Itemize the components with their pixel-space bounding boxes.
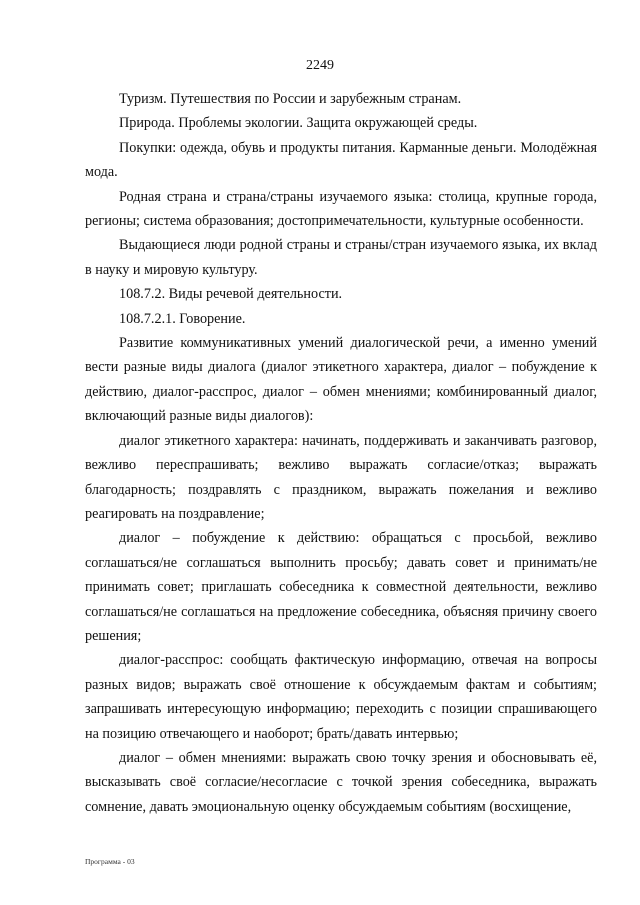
page-number: 2249 (306, 58, 334, 73)
paragraph-tourism: Туризм. Путешествия по России и зарубежным странам. (119, 91, 462, 107)
paragraph-inquiry-dialogue: диалог-расспрос: сообщать фактическую информацию, отвечая на вопросы разных видов; выражать своё отношение к обсуждаемым фактам и событиям; запрашивать интересующую информацию; переходить с позиции спрашивающего на позицию отвечающего и наоборот; брать/давать интервью; (85, 652, 597, 742)
paragraph-nature: Природа. Проблемы экологии. Защита окружающей среды. (119, 115, 478, 132)
paragraph-dialogue-skills: Развитие коммуникативных умений диалогической речи, а именно умений вести разные виды диалога (диалог этикетного характера, диалог – побуждение к действию, диалог-расспрос, диалог – обмен мнениями; комбинированный диалог, включающий разные виды диалогов): (85, 335, 597, 425)
paragraph-famous-people: Выдающиеся люди родной страны и страны/стран изучаемого языка, их вклад в науку и мировую культуру. (85, 237, 597, 278)
paragraph-home-country: Родная страна и страна/страны изучаемого языка: столица, крупные города, регионы; система образования; достопримечательности, культурные особенности. (85, 188, 597, 230)
section-heading-speaking: 108.7.2.1. Говорение. (119, 310, 246, 327)
paragraph-shopping: Покупки: одежда, обувь и продукты питания. Карманные деньги. Молодёжная мода. (85, 139, 597, 181)
paragraph-opinion-dialogue: диалог – обмен мнениями: выражать свою точку зрения и обосновывать её, высказывать своё согласие/несогласие с точкой зрения собеседника, выражать сомнение, давать эмоциональную оценку обсуждаемым событиям (восхищение, (85, 749, 597, 815)
paragraph-etiquette-dialogue: диалог этикетного характера: начинать, поддерживать и заканчивать разговор, вежливо переспрашивать; вежливо выражать согласие/отказ; выражать благодарность; поздравлять с праздником, выражать пожелания и вежливо реагировать на поздравление; (85, 432, 597, 522)
paragraph-action-dialogue: диалог – побуждение к действию: обращаться с просьбой, вежливо соглашаться/не соглашаться выполнить просьбу; давать совет и принимать/не принимать совет; приглашать собеседника к совместной деятельности, вежливо соглашаться/не соглашаться на предложение собеседника, объясняя причину своего решения; (85, 530, 597, 644)
footer-label: Программа - 03 (85, 857, 135, 866)
document-body (85, 87, 597, 819)
section-heading-speech-activity: 108.7.2. Виды речевой деятельности. (119, 286, 343, 303)
